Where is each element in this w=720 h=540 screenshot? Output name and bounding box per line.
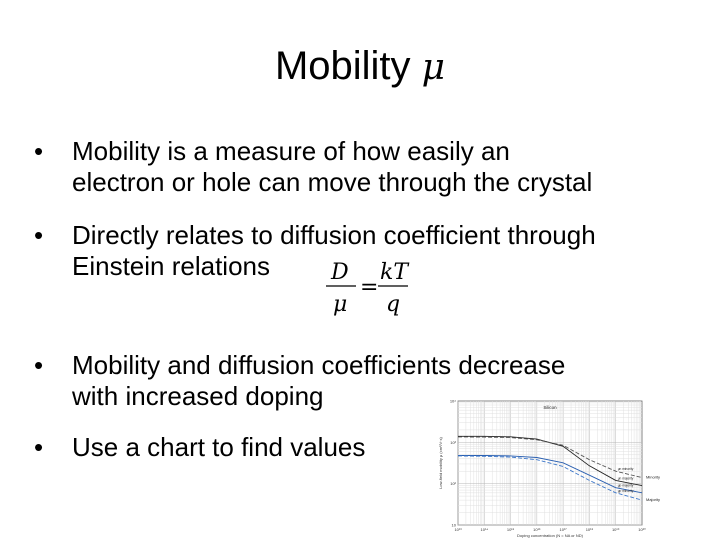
x-tick-label: 10¹⁴ (480, 527, 489, 532)
y-axis-label: Low-field mobility μ (cm²/V·s) (438, 437, 443, 489)
series-label: μp minority (617, 488, 634, 493)
bullet-line: Mobility and diffusion coefficients decrease (72, 350, 566, 380)
series-label: μp majority (617, 483, 634, 488)
bullet-marker: • (34, 350, 44, 380)
x-tick-label: 10¹⁹ (611, 527, 620, 532)
bullet-marker: • (34, 432, 44, 462)
mobility-chart-svg (430, 393, 680, 540)
bullet-marker: • (34, 136, 44, 166)
formula-right-denominator: q (386, 292, 401, 317)
series-label: μn minority (617, 467, 634, 472)
bullet-line: electron or hole can move through the crystal (72, 167, 593, 197)
title-text: Mobility (274, 44, 411, 88)
x-tick-label: 10¹⁷ (559, 527, 567, 532)
x-tick-label: 10¹⁸ (585, 527, 594, 532)
x-tick-label: 10²⁰ (638, 527, 646, 532)
formula-right-numerator: kT (380, 260, 409, 285)
einstein-relation-formula (322, 255, 412, 324)
bullet-line: Directly relates to diffusion coefficient through (72, 220, 596, 250)
chart-title: Silicon (543, 405, 557, 410)
formula-left-denominator: μ (333, 292, 348, 317)
x-tick-label: 10¹⁵ (506, 527, 515, 532)
y-tick-label: 10 (451, 522, 456, 528)
bullet-line: Use a chart to find values (72, 432, 366, 462)
bullet-line: Mobility is a measure of how easily an (72, 136, 510, 166)
mobility-chart (430, 393, 680, 540)
formula-equals: = (360, 275, 379, 300)
formula-left-numerator: D (331, 260, 349, 285)
slide-title (0, 42, 720, 92)
bullet-line: Einstein relations (72, 251, 270, 281)
x-tick-label: 10¹³ (454, 527, 462, 532)
mu-symbol: μ (421, 47, 446, 88)
series-label: μn majority (617, 476, 634, 481)
y-tick-label: 10⁴ (449, 398, 456, 404)
x-tick-label: 10¹⁶ (533, 527, 541, 532)
y-tick-label: 10³ (450, 439, 456, 445)
annotation-minority: Minority (646, 474, 661, 480)
x-axis-label: Doping concentration (N = NA or ND) (517, 533, 583, 538)
bullet-marker: • (34, 220, 44, 250)
bullet-line: with increased doping (72, 381, 324, 411)
annotation-majority: Majority (646, 497, 661, 503)
y-tick-label: 10² (450, 481, 456, 487)
